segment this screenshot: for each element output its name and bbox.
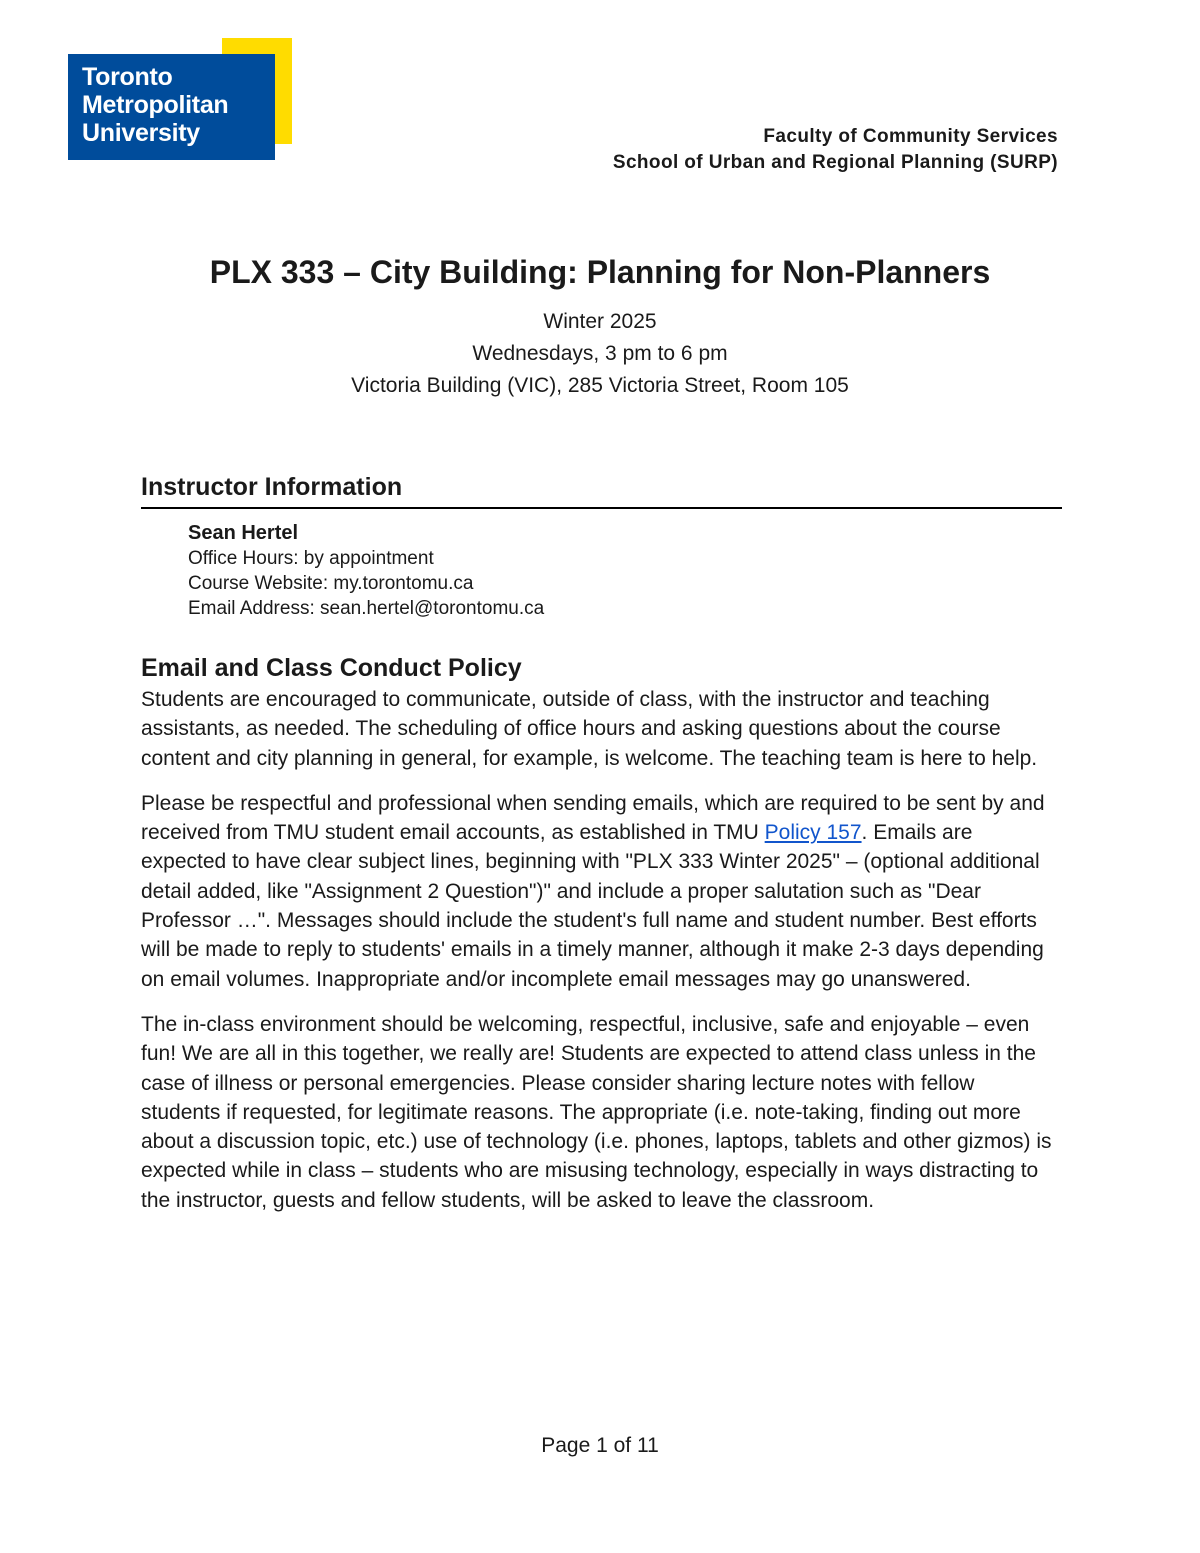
school-name: School of Urban and Regional Planning (SURP) (612, 152, 1058, 173)
office-hours: Office Hours: by appointment (188, 548, 434, 569)
logo-text-line-2: Metropolitan (82, 91, 229, 119)
faculty-name: Faculty of Community Services (763, 126, 1058, 147)
course-term: Winter 2025 (543, 310, 657, 333)
document-body (141, 470, 1062, 1231)
conduct-paragraph-2 (141, 789, 1056, 994)
conduct-paragraph-1: Students are encouraged to communicate, outside of class, with the instructor and teaching assistants, as needed. The scheduling of office hours and asking questions about the course content and city planning in general, for example, is welcome. The teaching team is here to help. (141, 688, 1038, 770)
conduct-paragraph-3: The in-class environment should be welcoming, respectful, inclusive, safe and enjoyable – even fun! We are all in this together, we really are! Students are expected to attend class unless in the case of illness or personal emergencies. Please consider sharing lecture notes with fellow students if requested, for legitimate reasons. The appropriate (i.e. note-taking, finding out more about a discussion topic, etc.) use of technology (i.e. phones, laptops, tablets and other gizmos) is expected while in class – students who are misusing technology, especially in ways distracting to the instructor, guests and fellow students, will be asked to leave the classroom. (141, 1012, 1052, 1212)
email-address: Email Address: sean.hertel@torontomu.ca (188, 598, 545, 619)
instructor-section-heading: Instructor Information (141, 470, 1062, 509)
logo-text-line-3: University (82, 119, 200, 147)
page-number: Page 1 of 11 (541, 1434, 659, 1457)
logo-blue-block (68, 54, 275, 160)
course-title: PLX 333 – City Building: Planning for Non-Planners (209, 254, 991, 290)
course-title-block (0, 252, 1200, 402)
paragraph-2-text-before: Please be respectful and professional when sending emails, which are required to be sent by and received from TMU student email accounts, as established in TMU (141, 791, 1045, 845)
course-website: Course Website: my.torontomu.ca (188, 573, 474, 594)
instructor-details (141, 521, 1062, 621)
instructor-name: Sean Hertel (188, 522, 299, 544)
policy-157-link[interactable]: Policy 157 (764, 821, 862, 845)
faculty-header (613, 124, 1058, 176)
logo-text-line-1: Toronto (82, 63, 173, 91)
course-schedule: Wednesdays, 3 pm to 6 pm (472, 342, 728, 365)
course-location: Victoria Building (VIC), 285 Victoria Street, Room 105 (351, 374, 849, 397)
university-logo (68, 38, 292, 160)
paragraph-2-text-after: . Emails are expected to have clear subject lines, beginning with "PLX 333 Winter 2025" – (optional additional detail added, like "Assignment 2 Question")" and include a proper salutation such as "Dear Professor …". Messages should include the student's full name and student number. Best efforts will be made to reply to students' emails in a timely manner, although it make 2-3 days depending on email volumes. Inappropriate and/or incomplete email messages may go unanswered. (141, 821, 1044, 991)
conduct-section-heading: Email and Class Conduct Policy (141, 654, 522, 682)
